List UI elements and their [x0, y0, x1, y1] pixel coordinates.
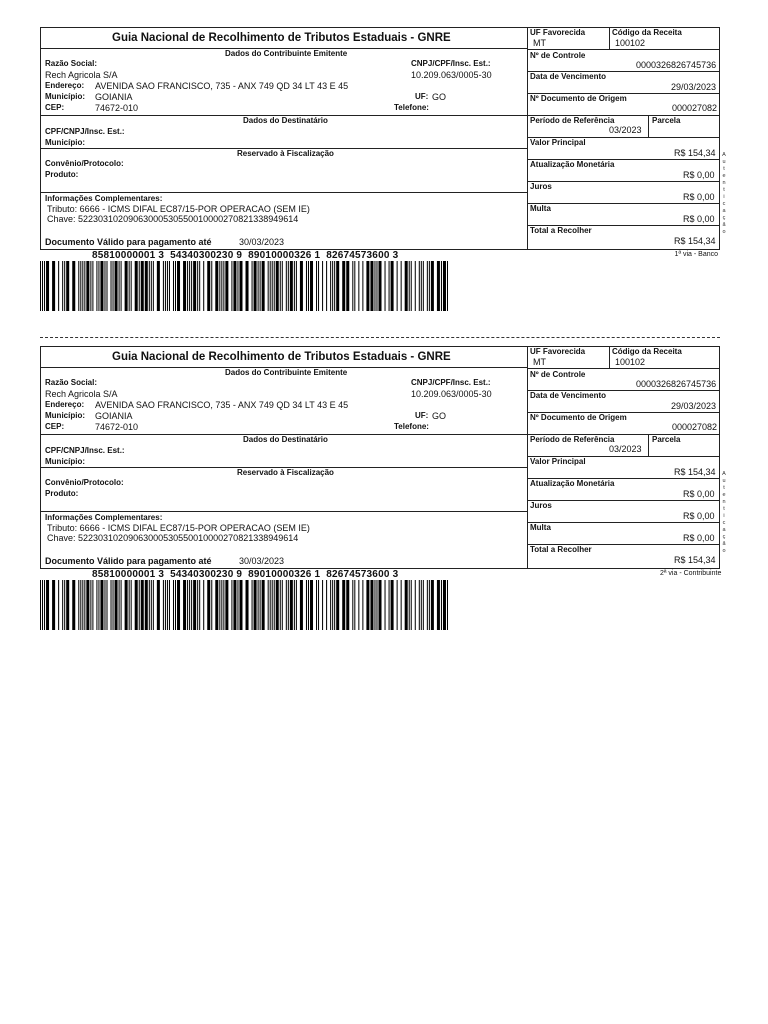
uf2-value: GO: [432, 411, 447, 421]
uf-label: UF Favorecida: [530, 28, 586, 37]
via-label: 1ª via - Banco: [674, 251, 718, 258]
fiscalizacao-header: Reservado à Fiscalização: [237, 149, 334, 158]
razao-value: Rech Agricola S/A: [45, 389, 118, 399]
razao-label: Razão Social:: [45, 59, 98, 68]
juros-label: Juros: [530, 182, 552, 191]
cep-label: CEP:: [45, 422, 65, 431]
principal-value: R$ 154,34: [674, 467, 716, 477]
periodo-label: Período de Referência: [530, 116, 615, 125]
info-label: Informações Complementares:: [45, 194, 163, 203]
total-value: R$ 154,34: [674, 555, 716, 565]
total-label: Total a Recolher: [530, 545, 592, 554]
municipio-value: GOIANIA: [95, 411, 133, 421]
cnpj-value: 10.209.063/0005-30: [411, 70, 492, 80]
parcela-label: Parcela: [652, 116, 681, 125]
info-line1: Tributo: 6666 - ICMS DIFAL EC87/15-POR OPERACAO (SEM IE): [47, 523, 310, 533]
municipio-value: GOIANIA: [95, 92, 133, 102]
controle-value: 0000326826745736: [636, 60, 717, 70]
doc-origem-label: Nº Documento de Origem: [530, 94, 627, 103]
doc-origem-label: Nº Documento de Origem: [530, 413, 627, 422]
vencimento-value: 29/03/2023: [671, 401, 717, 411]
juros-value: R$ 0,00: [683, 192, 715, 202]
periodo-label: Período de Referência: [530, 435, 615, 444]
vencimento-label: Data de Vencimento: [530, 391, 607, 400]
vencimento-label: Data de Vencimento: [530, 72, 607, 81]
info-line1: Tributo: 6666 - ICMS DIFAL EC87/15-POR OPERACAO (SEM IE): [47, 204, 310, 214]
juros-value: R$ 0,00: [683, 511, 715, 521]
total-label: Total a Recolher: [530, 226, 592, 235]
juros-label: Juros: [530, 501, 552, 510]
valido-value: 30/03/2023: [239, 237, 285, 247]
fiscalizacao-header: Reservado à Fiscalização: [237, 468, 334, 477]
endereco-label: Endereço:: [45, 400, 85, 409]
principal-value: R$ 154,34: [674, 148, 716, 158]
uf-value: MT: [533, 38, 546, 48]
codigo-value: 100102: [615, 357, 646, 367]
endereco-value: AVENIDA SAO FRANCISCO, 735 - ANX 749 QD 34 LT 43 E 45: [95, 400, 349, 410]
form-title: Guia Nacional de Recolhimento de Tributos Estaduais - GNRE: [112, 351, 451, 363]
emitente-header: Dados do Contribuinte Emitente: [225, 49, 348, 58]
cnpj-value: 10.209.063/0005-30: [411, 389, 492, 399]
cnpj-label: CNPJ/CPF/Insc. Est.:: [411, 59, 491, 68]
controle-label: Nº de Controle: [530, 51, 586, 60]
uf2-value: GO: [432, 92, 447, 102]
info-line2: Chave: 52230310209063000530550010000270821338949614: [47, 214, 299, 224]
endereco-value: AVENIDA SAO FRANCISCO, 735 - ANX 749 QD 34 LT 43 E 45: [95, 81, 349, 91]
total-value: R$ 154,34: [674, 236, 716, 246]
periodo-value: 03/2023: [609, 125, 642, 135]
multa-label: Multa: [530, 523, 551, 532]
multa-value: R$ 0,00: [683, 214, 715, 224]
emitente-header: Dados do Contribuinte Emitente: [225, 368, 348, 377]
dest-municipio-label: Município:: [45, 457, 85, 466]
parcela-label: Parcela: [652, 435, 681, 444]
autenticacao-vertical: A u t e n t i c a ç ã o: [722, 152, 726, 235]
controle-value: 0000326826745736: [636, 379, 717, 389]
municipio-label: Município:: [45, 92, 85, 101]
dest-cnpj-label: CPF/CNPJ/Insc. Est.:: [45, 446, 125, 455]
valido-value: 30/03/2023: [239, 556, 285, 566]
atualizacao-value: R$ 0,00: [683, 489, 715, 499]
info-line2: Chave: 52230310209063000530550010000270821338949614: [47, 533, 299, 543]
atualizacao-label: Atualização Monetária: [530, 160, 615, 169]
multa-label: Multa: [530, 204, 551, 213]
principal-label: Valor Principal: [530, 457, 586, 466]
codigo-label: Código da Receita: [612, 28, 682, 37]
dest-cnpj-label: CPF/CNPJ/Insc. Est.:: [45, 127, 125, 136]
doc-origem-value: 000027082: [672, 422, 718, 432]
via-label: 2ª via - Contribuinte: [660, 570, 722, 577]
periodo-value: 03/2023: [609, 444, 642, 454]
controle-label: Nº de Controle: [530, 370, 586, 379]
barcode-digits: 85810000001 3 54340300230 9 89010000326 1 82674573600 3: [92, 250, 399, 261]
atualizacao-value: R$ 0,00: [683, 170, 715, 180]
uf-value: MT: [533, 357, 546, 367]
barcode-digits: 85810000001 3 54340300230 9 89010000326 1 82674573600 3: [92, 569, 399, 580]
telefone-label: Telefone:: [394, 422, 429, 431]
cep-value: 74672-010: [95, 422, 139, 432]
razao-label: Razão Social:: [45, 378, 98, 387]
uf-label: UF Favorecida: [530, 347, 586, 356]
autenticacao-vertical: A u t e n t i c a ç ã o: [722, 471, 726, 554]
produto-label: Produto:: [45, 170, 79, 179]
dest-municipio-label: Município:: [45, 138, 85, 147]
cut-line: [40, 337, 720, 338]
uf2-label: UF:: [415, 411, 429, 420]
valido-label: Documento Válido para pagamento até: [45, 237, 212, 247]
cep-value: 74672-010: [95, 103, 139, 113]
valido-label: Documento Válido para pagamento até: [45, 556, 212, 566]
convenio-label: Convênio/Protocolo:: [45, 478, 124, 487]
destinatario-header: Dados do Destinatário: [243, 116, 328, 125]
municipio-label: Município:: [45, 411, 85, 420]
cnpj-label: CNPJ/CPF/Insc. Est.:: [411, 378, 491, 387]
barcode: [40, 261, 448, 311]
atualizacao-label: Atualização Monetária: [530, 479, 615, 488]
convenio-label: Convênio/Protocolo:: [45, 159, 124, 168]
form-title: Guia Nacional de Recolhimento de Tributos Estaduais - GNRE: [112, 32, 451, 44]
multa-value: R$ 0,00: [683, 533, 715, 543]
gnre-copy: [0, 0, 768, 270]
endereco-label: Endereço:: [45, 81, 85, 90]
codigo-label: Código da Receita: [612, 347, 682, 356]
info-label: Informações Complementares:: [45, 513, 163, 522]
uf2-label: UF:: [415, 92, 429, 101]
produto-label: Produto:: [45, 489, 79, 498]
barcode: [40, 580, 448, 630]
telefone-label: Telefone:: [394, 103, 429, 112]
codigo-value: 100102: [615, 38, 646, 48]
destinatario-header: Dados do Destinatário: [243, 435, 328, 444]
vencimento-value: 29/03/2023: [671, 82, 717, 92]
gnre-copy: [0, 319, 768, 589]
razao-value: Rech Agricola S/A: [45, 70, 118, 80]
doc-origem-value: 000027082: [672, 103, 718, 113]
principal-label: Valor Principal: [530, 138, 586, 147]
cep-label: CEP:: [45, 103, 65, 112]
